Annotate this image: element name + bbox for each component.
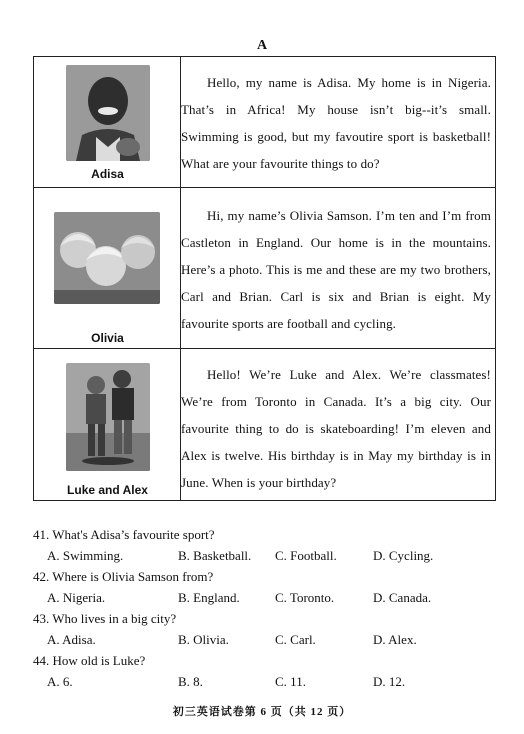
- passage-caption: Luke and Alex: [67, 483, 148, 497]
- answer-options: [33, 629, 493, 650]
- passage-row-luke-alex: [34, 348, 495, 500]
- passage-text: Hi, my name’s Olivia Samson. I’m ten and I’m from Castleton in England. Our home is in the mountains. Here’s a photo. This is me and these are my two brothers, Carl and Brian. Carl is six and Brian is eight. My favourite sports are football and cycling.: [181, 208, 491, 331]
- option-a: A. Adisa.: [47, 632, 96, 647]
- passage-text: Hello, my name is Adisa. My home is in Nigeria. That’s in Africa! My house isn’t big--it’s small. Swimming is good, but my favoutire sport is basketball! What are your favourite things to do?: [181, 75, 491, 171]
- passage-text: Hello! We’re Luke and Alex. We’re classmates! We’re from Toronto in Canada. It’s a big city. Our favourite thing to do is skateboarding! I’m eleven and Alex is twelve. His birthday is in May my birthday is in June. When is your birthday?: [181, 367, 491, 490]
- question-stem: 44. How old is Luke?: [33, 653, 146, 668]
- option-c: C. Football.: [275, 548, 337, 563]
- option-d: D. Cycling.: [373, 548, 434, 563]
- answer-options: [33, 671, 493, 692]
- option-a: A. Nigeria.: [47, 590, 106, 605]
- section-label: A: [256, 38, 268, 53]
- answer-options: [33, 545, 493, 566]
- passage-row-adisa: [34, 57, 495, 187]
- adisa-photo: [66, 65, 150, 161]
- option-b: B. 8.: [178, 674, 203, 689]
- olivia-photo-graphic: [54, 212, 160, 304]
- option-c: C. Carl.: [275, 632, 316, 647]
- option-b: B. Olivia.: [178, 632, 229, 647]
- option-a: A. Swimming.: [47, 548, 124, 563]
- passages-table: [33, 56, 496, 501]
- option-b: B. England.: [178, 590, 240, 605]
- option-b: B. Basketball.: [178, 548, 252, 563]
- question-list: [33, 524, 493, 692]
- adisa-photo-graphic: [66, 65, 150, 161]
- luke-alex-photo: [66, 363, 150, 471]
- page-footer: 初三英语试卷第 6 页（共 12 页）: [172, 706, 352, 718]
- photo-cell: [34, 57, 181, 187]
- photo-cell: [34, 349, 181, 500]
- option-c: C. Toronto.: [275, 590, 335, 605]
- question-stem: 41. What's Adisa’s favourite sport?: [33, 527, 215, 542]
- answer-options: [33, 587, 493, 608]
- photo-cell: [34, 188, 181, 348]
- passage-caption: Adisa: [91, 167, 124, 181]
- question-stem: 42. Where is Olivia Samson from?: [33, 569, 214, 584]
- passage-row-olivia: [34, 187, 495, 348]
- passage-caption: Olivia: [91, 331, 124, 345]
- question-stem: 43. Who lives in a big city?: [33, 611, 177, 626]
- option-d: D. Alex.: [373, 632, 417, 647]
- luke-alex-photo-graphic: [66, 363, 150, 471]
- option-d: D. Canada.: [373, 590, 432, 605]
- olivia-photo: [54, 212, 160, 304]
- option-d: D. 12.: [373, 674, 406, 689]
- option-c: C. 11.: [275, 674, 306, 689]
- option-a: A. 6.: [47, 674, 73, 689]
